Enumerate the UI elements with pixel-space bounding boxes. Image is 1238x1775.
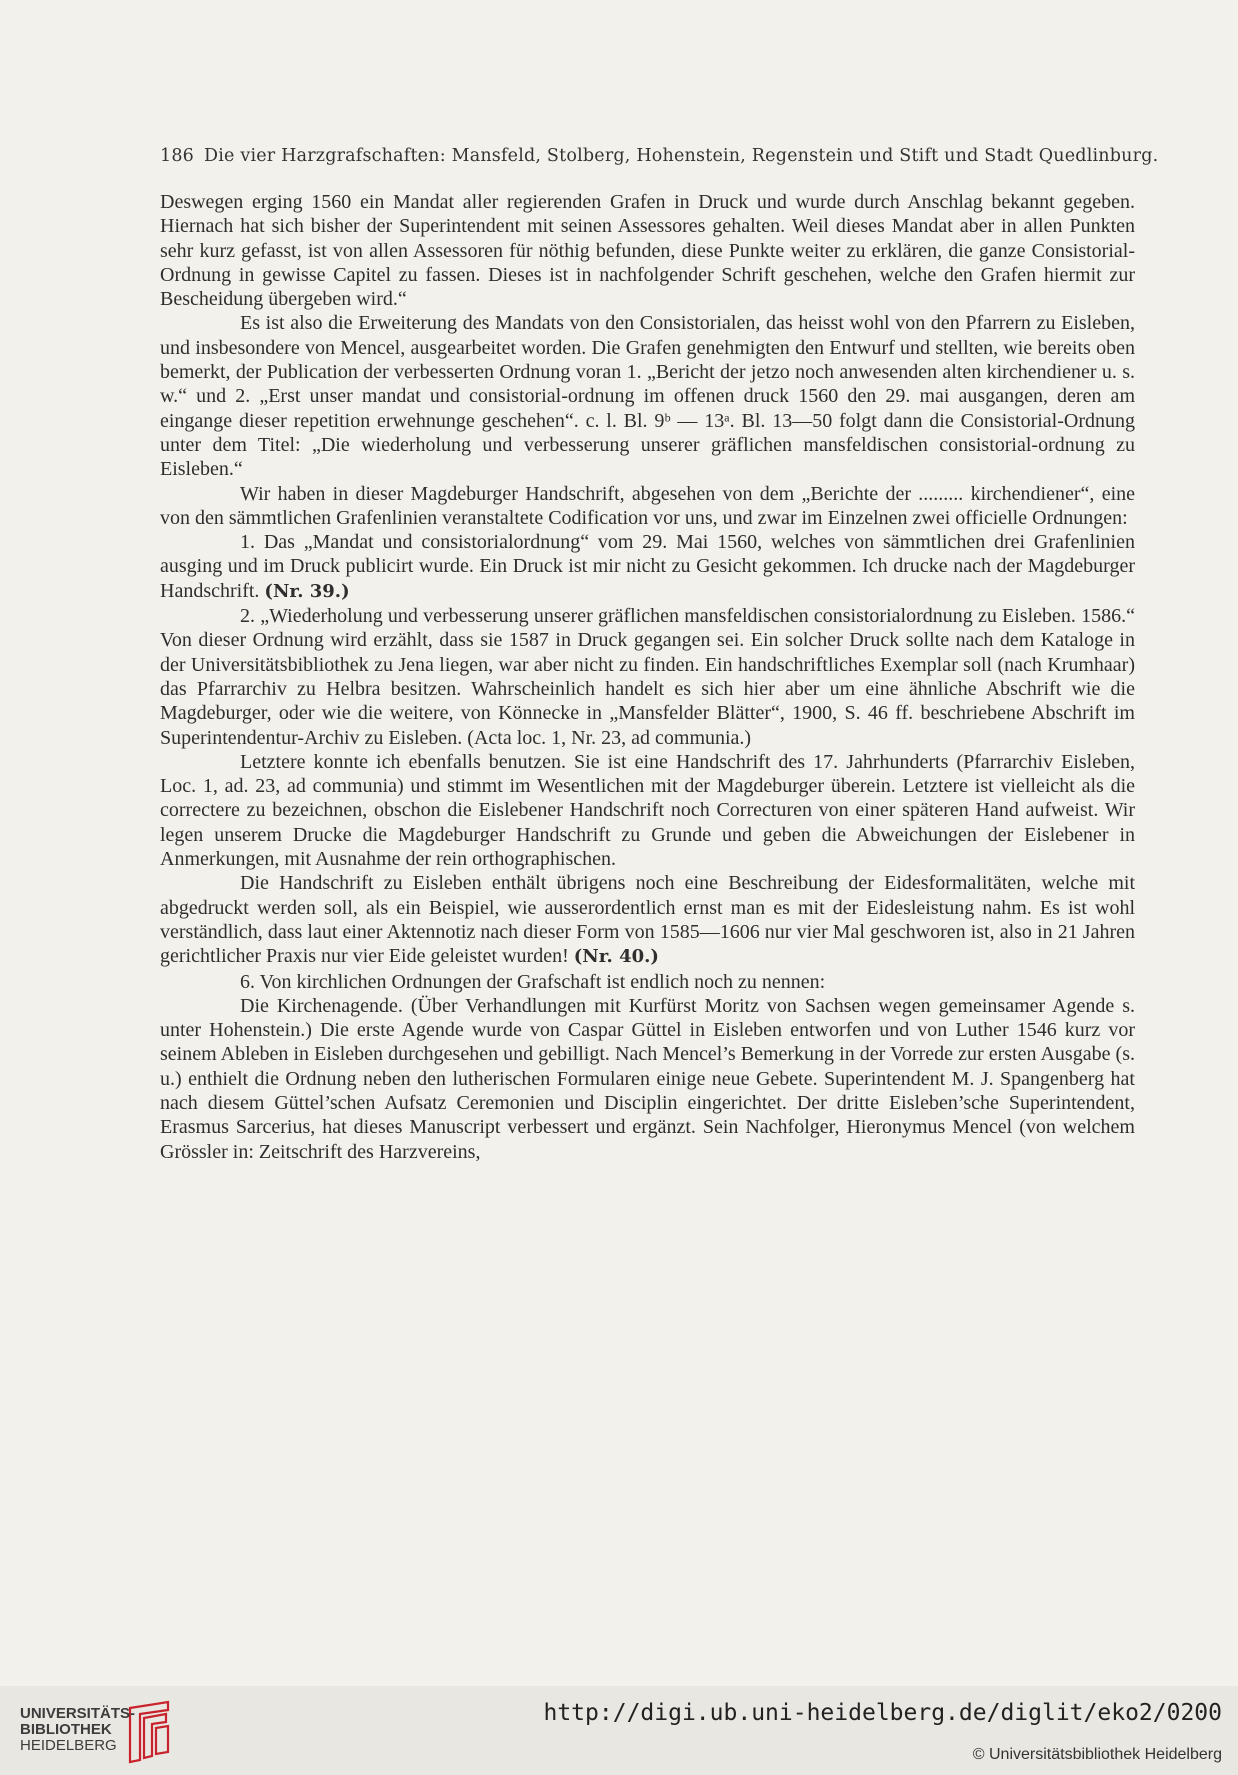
paragraph-eidesformalitaeten: Die Handschrift zu Eisleben enthält übrigens noch eine Beschreibung der Eidesformalitäten, welche mit abgedruckt werden soll, als ein Beispiel, wie ausserordentlich ernst man es mit der Eidesleistung nahm. Es ist wohl verständlich, dass laut einer Aktennotiz nach dieser Form von 1585—1606 nur vier Mal geschworen ist, also in 21 Jahren gerichtlicher Praxis nur vier Eide geleistet wurden! (Nr. 40.) — [160, 872, 1135, 968]
paragraph: Wir haben in dieser Magdeburger Handschrift, abgesehen von dem „Berichte der ......... kirchendiener“, eine von den sämmtlichen Grafenlinien veranstaltete Codification vor uns, und zwar im Einzelnen zwei officielle Ordnungen: — [160, 482, 1135, 529]
running-title: Die vier Harzgrafschaften: Mansfeld, Stolberg, Hohenstein, Regenstein und Stift und Stadt Quedlinburg. — [204, 146, 1159, 166]
logo-line-3: HEIDELBERG — [20, 1737, 117, 1754]
paragraph: Es ist also die Erweiterung des Mandats von den Consistorialen, das heisst wohl von den Pfarrern zu Eisleben, und insbesondere von Mencel, ausgearbeitet worden. Die Grafen genehmigten den Entwurf und stellten, wie bereits oben bemerkt, der Publication der verbesserten Ordnung voran 1. „Bericht der jetzo noch anwesenden alten kirchendiener u. s. w.“ und 2. „Erst unser mandat und consistorial-ordnung im offenen druck 1560 den 29. mai ausgangen, deren am eingange dieser repetition erwehnunge geschehen“. c. l. Bl. 9ᵇ — 13ᵃ. Bl. 13—50 folgt dann die Consistorial-Ordnung unter dem Titel: „Die wiederholung und verbesserung unserer gräflichen mansfeldischen consistorial-ordnung zu Eisleben.“ — [160, 312, 1135, 481]
logo-mark — [130, 1702, 168, 1762]
reference-nr40: (Nr. 40.) — [573, 946, 659, 968]
paragraph: Die Kirchenagende. (Über Verhandlungen mit Kurfürst Moritz von Sachsen wegen gemeinsamer Agende s. unter Hohenstein.) Die erste Agende wurde von Caspar Güttel in Eisleben entworfen und von Luther 1546 kurz vor seinem Ableben in Eisleben durchgesehen und gebilligt. Nach Mencel’s Bemerkung in der Vorrede zur ersten Ausgabe (s. u.) enthielt die Ordnung neben den lutherischen Formularen einige neue Gebete. Superintendent M. J. Spangenberg hat nach diesem Güttel’schen Aufsatz Ceremonien und Disciplin eingerichtet. Der dritte Eisleben’sche Superintendent, Erasmus Sarcerius, hat dieses Manuscript verbessert und ergänzt. Sein Nachfolger, Hieronymus Mencel (von welchem Grössler in: Zeitschrift des Harzvereins, — [160, 994, 1135, 1163]
running-header — [160, 146, 1159, 166]
reference-nr39: (Nr. 39.) — [264, 580, 350, 602]
library-logo-text — [20, 1706, 135, 1754]
paragraph-item-1: 1. Das „Mandat und consistorialordnung“ vom 29. Mai 1560, welches von sämmtlichen drei Grafenlinien ausging und im Druck publicirt wurde. Ein Druck ist mir nicht zu Gesicht gekommen. Ich drucke nach der Magdeburger Handschrift. (Nr. 39.) — [160, 531, 1135, 602]
permalink-url[interactable]: http://digi.ub.uni-heidelberg.de/diglit/eko2/0200 — [543, 1700, 1222, 1726]
logo-line-1: UNIVERSITÄTS- — [20, 1705, 136, 1722]
paragraph: Letztere konnte ich ebenfalls benutzen. Sie ist eine Handschrift des 17. Jahrhunderts (Pfarrarchiv Eisleben, Loc. 1, ad. 23, ad communia) und stimmt im Wesentlichen mit der Magdeburger überein. Letztere ist vielleicht als die correctere zu bezeichnen, obschon die Eislebener Handschrift noch Correcturen von einer späteren Hand aufweist. Wir legen unserem Drucke die Magdeburger Handschrift zu Grunde und geben die Abweichungen der Eislebener in Anmerkungen, mit Ausnahme der rein orthographischen. — [160, 750, 1135, 871]
logo-line-2: BIBLIOTHEK — [20, 1721, 112, 1738]
copyright-notice: © Universitätsbibliothek Heidelberg — [972, 1746, 1222, 1763]
paragraph: 6. Von kirchlichen Ordnungen der Grafschaft ist endlich noch zu nennen: — [240, 970, 826, 993]
paragraph: 2. „Wiederholung und verbesserung unserer gräflichen mansfeldischen consistorialordnung zu Eisleben. 1586.“ Von dieser Ordnung wird erzählt, dass sie 1587 in Druck gegangen sei. Ein solcher Druck sollte nach dem Kataloge in der Universitätsbibliothek zu Jena liegen, war aber nicht zu finden. Ein handschriftliches Exemplar soll (nach Krumhaar) das Pfarrarchiv zu Helbra besitzen. Wahrscheinlich handelt es sich hier aber um eine ähnliche Abschrift wie die Magdeburger, oder wie die weitere, von Könnecke in „Mansfelder Blätter“, 1900, S. 46 ff. beschriebene Abschrift im Superintendentur-Archiv zu Eisleben. (Acta loc. 1, Nr. 23, ad communia.) — [160, 605, 1135, 749]
page-number: 186 — [160, 146, 195, 166]
body-text — [160, 190, 1135, 1164]
paragraph: Deswegen erging 1560 ein Mandat aller regierenden Grafen in Druck und wurde durch Anschlag bekannt gegeben. Hiernach hat sich bisher der Superintendent mit seinen Assessores gehalten. Weil dieses Mandat aber in allen Punkten sehr kurz gefasst, ist von allen Assessoren für nöthig befunden, diese Punkte weiter zu erklären, die ganze Consistorial-Ordnung in gewisse Capitel zu fassen. Dieses ist in nachfolgender Schrift geschehen, welche den Grafen hiermit zur Bescheidung übergeben wird.“ — [160, 191, 1135, 311]
